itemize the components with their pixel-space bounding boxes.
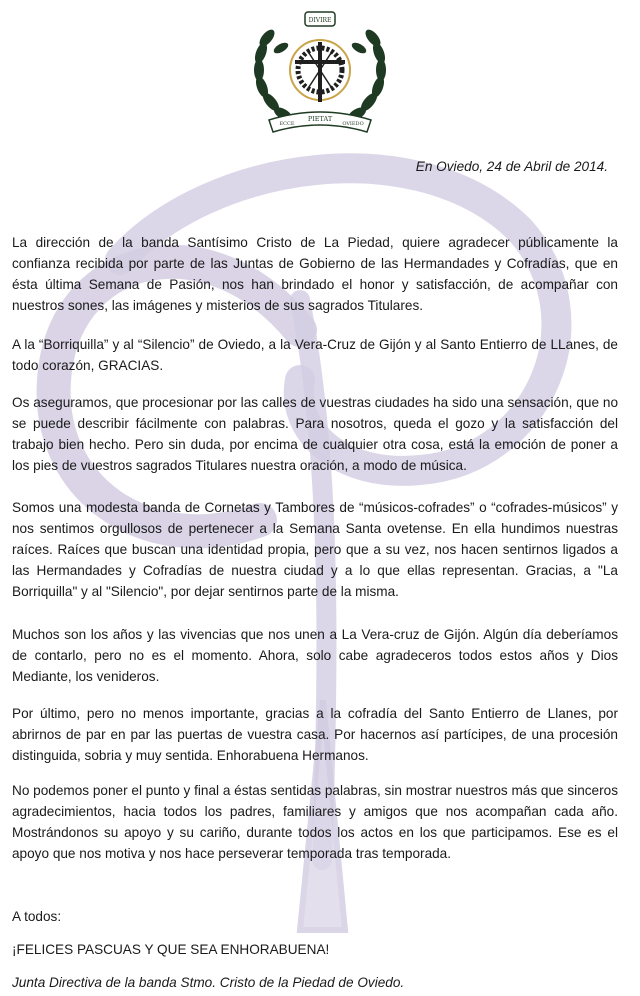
paragraph-families: No podemos poner el punto y final a éstas sentidas palabras, sin mostrar nuestros más que sinceros agradecimientos, hacia todos los padres, familiares y amigos que nos acompañan cada año. Mostrándonos su apoyo y su cariño, durante todos los actos en los que participamos. Ese es el apoyo que nos motiva y nos hace perseverar temporada tras temporada.	[12, 783, 618, 861]
letter-date: En Oviedo, 24 de Abril de 2014.	[415, 159, 608, 174]
paragraph-band: Somos una modesta banda de Cornetas y Tambores de “músicos-cofrades” o “cofrades-músicos” y nos sentimos orgullosos de pertenecer a la Semana Santa ovetense. En ella hundimos nuestras raíces. Raíces que buscan una identidad propia, pero que a su vez, nos hacen sentirnos ligados a las Hermandades y Cofradías de nuestra ciudad y a lo que ellas representan. Gracias, a "La Borriquilla" y al "Silencio", por dejar sentirnos parte de la misma.	[12, 500, 618, 599]
crest-banner-center: PIETAT	[307, 115, 333, 123]
crest-top-text: DIVIRE	[308, 17, 332, 24]
paragraph-thanks: A la “Borriquilla” y al “Silencio” de Oviedo, a la Vera-Cruz de Gijón y al Santo Entierro de LLanes, de todo corazón, GRACIAS.	[12, 337, 618, 373]
signature-line: Junta Directiva de la banda Stmo. Cristo de la Piedad de Oviedo.	[12, 975, 405, 990]
paragraph-llanes: Por último, pero no menos importante, gracias a la cofradía del Santo Entierro de Llanes, por abrirnos de par en par las puertas de vuestra casa. Por hacernos así partícipes, de una procesión distinguida, sobria y muy sentida. Enhorabuena Hermanos.	[12, 706, 618, 763]
greeting-line: A todos:	[12, 909, 62, 924]
crest-banner-right: OVIEDO	[342, 121, 364, 127]
paragraph-intro: La dirección de la banda Santísimo Cristo de La Piedad, quiere agradecer públicamente la confianza recibida por parte de las Juntas de Gobierno de las Hermandades y Cofradías, que en ésta última Semana de Pasión, nos han brindado el honor y satisfacción, de acompañar con nuestros sones, las imágenes y misterios de sus sagrados Titulares.	[12, 235, 618, 313]
wishes-line: ¡FELICES PASCUAS Y QUE SEA ENHORABUENA!	[12, 942, 330, 957]
crest-banner-left: ECCE	[279, 121, 295, 127]
brotherhood-crest-emblem	[247, 8, 393, 136]
paragraph-procession: Os aseguramos, que procesionar por las calles de vuestras ciudades ha sido una sensación, que no se puede describir fácilmente con palabras. Para nosotros, queda el gozo y la satisfacción del trabajo bien hecho. Pero sin duda, por encima de cualquier otra cosa, está la emoción de poner a los pies de vuestros sagrados Titulares nuestra oración, a modo de música.	[12, 395, 618, 473]
paragraph-vera-cruz: Muchos son los años y las vivencias que nos unen a La Vera-cruz de Gijón. Algún día deberíamos de contarlo, pero no es el momento. Ahora, solo cabe agradeceros todos estos años y Dios Mediante, los venideros.	[12, 627, 618, 684]
